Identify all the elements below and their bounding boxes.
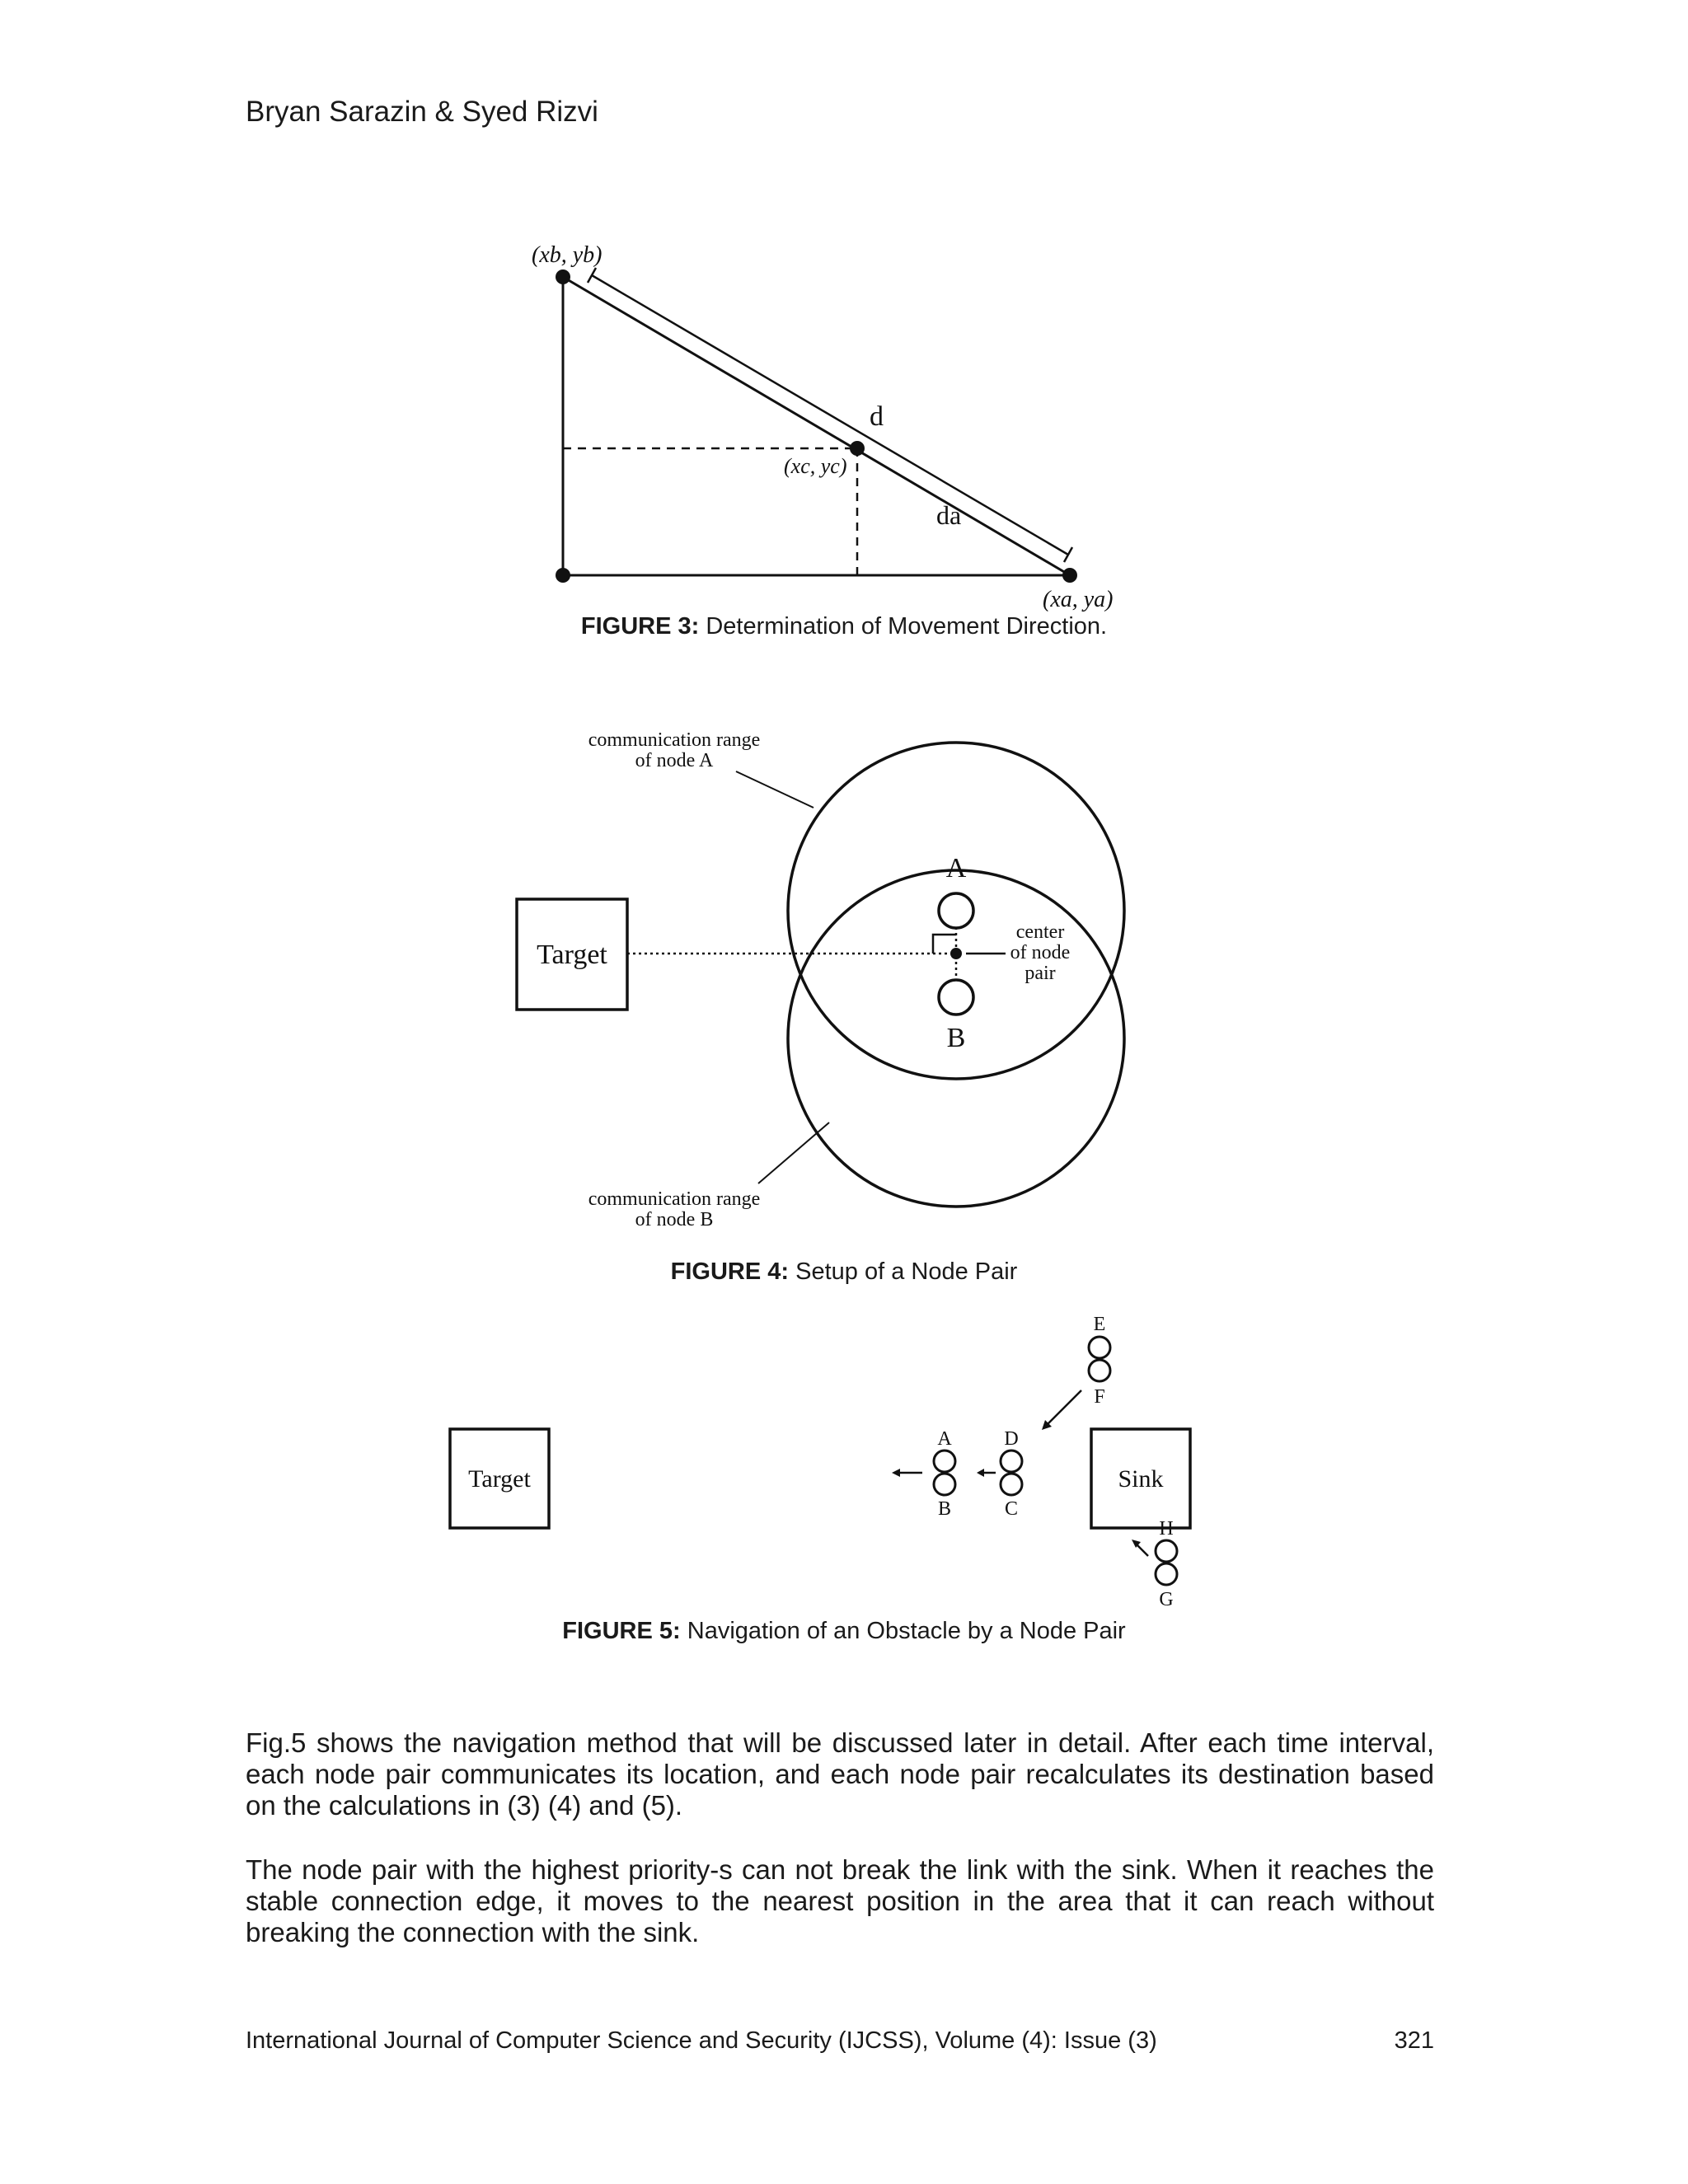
point-b <box>556 269 570 284</box>
distance-marker-tick-start <box>588 268 596 283</box>
label-d: d <box>870 401 884 432</box>
figure-5-diagram <box>0 1310 1688 1632</box>
figure-3-diagram <box>0 231 1688 618</box>
range-b-label-line2: of node B <box>635 1209 714 1230</box>
node-c-fig5 <box>1001 1474 1022 1495</box>
point-corner <box>556 568 570 583</box>
center-label-line3: pair <box>1025 963 1056 984</box>
node-d-fig5 <box>1001 1451 1022 1472</box>
figure-5-caption-text: Navigation of an Obstacle by a Node Pair <box>687 1618 1126 1644</box>
node-b-fig5 <box>934 1474 955 1495</box>
range-a-pointer <box>736 771 814 808</box>
node-c-label-fig5: C <box>1004 1498 1019 1520</box>
figure-4-caption <box>0 1258 1688 1286</box>
point-a <box>1062 568 1077 583</box>
distance-marker-d <box>592 275 1068 555</box>
node-b-label: B <box>946 1023 966 1053</box>
node-b <box>939 980 973 1015</box>
target-label-fig5: Target <box>468 1465 531 1493</box>
body-paragraph-1: Fig.5 shows the navigation method that will be discussed later in detail. After each time interval, each node pair communicates its location, and each node pair recalculates its destination based on the calculations in (3) (4) and (5). <box>246 1727 1434 1821</box>
label-da: da <box>936 500 962 530</box>
range-a-label-line1: communication range <box>588 729 761 751</box>
sink-label: Sink <box>1118 1465 1164 1493</box>
node-d-label-fig5: D <box>1004 1428 1019 1450</box>
figure-3-caption-text: Determination of Movement Direction. <box>706 613 1108 640</box>
figure-5-caption-label: FIGURE 5: <box>562 1618 681 1644</box>
figure-4-diagram <box>0 709 1688 1253</box>
arrow-ef-shaft <box>1047 1390 1081 1425</box>
target-label: Target <box>537 940 607 970</box>
page-number: 321 <box>1394 2027 1434 2054</box>
center-label-line1: center <box>1015 921 1065 943</box>
label-point-a: (xa, ya) <box>1043 587 1114 612</box>
node-b-label-fig5: B <box>937 1498 952 1520</box>
center-point <box>950 948 962 959</box>
figure-3-caption-label: FIGURE 3: <box>580 613 700 640</box>
point-c <box>850 441 865 456</box>
node-h-fig5 <box>1156 1540 1177 1562</box>
arrow-ab-head <box>892 1469 900 1477</box>
node-a-fig5 <box>934 1451 955 1472</box>
node-h-label-fig5: H <box>1159 1518 1174 1540</box>
body-paragraph-2: The node pair with the highest priority-s can not break the link with the sink. When it reaches the stable connection edge, it moves to the nearest position in the area that it can reach without breaking the connection with the sink. <box>246 1854 1434 1947</box>
figure-3 <box>0 231 1688 618</box>
node-e-fig5 <box>1089 1337 1110 1358</box>
figure-4 <box>0 709 1688 1253</box>
node-g-fig5 <box>1156 1563 1177 1585</box>
node-a <box>939 893 973 928</box>
distance-marker-tick-end <box>1064 547 1072 562</box>
running-footer <box>246 2027 1434 2055</box>
node-f-label-fig5: F <box>1094 1386 1105 1408</box>
figure-5-caption <box>0 1618 1688 1645</box>
node-a-label-fig5: A <box>937 1428 952 1450</box>
node-g-label-fig5: G <box>1159 1589 1174 1610</box>
figure-4-caption-label: FIGURE 4: <box>670 1258 790 1285</box>
range-b-pointer <box>758 1122 829 1183</box>
running-header: Bryan Sarazin & Syed Rizvi <box>246 96 598 128</box>
node-a-label: A <box>945 853 967 883</box>
figure-4-caption-text: Setup of a Node Pair <box>795 1258 1018 1285</box>
arrow-dc-head <box>977 1469 984 1477</box>
footer-journal: International Journal of Computer Science and Security (IJCSS), Volume (4): Issue (3) <box>246 2027 1157 2054</box>
center-label-line2: of node <box>1010 942 1071 963</box>
node-e-label-fig5: E <box>1093 1314 1106 1335</box>
figure-3-caption <box>0 613 1688 640</box>
node-f-fig5 <box>1089 1360 1110 1381</box>
range-b-label-line1: communication range <box>588 1188 761 1210</box>
label-point-b: (xb, yb) <box>532 242 603 268</box>
range-a-label-line2: of node A <box>635 750 714 771</box>
figure-5 <box>0 1310 1688 1632</box>
triangle-hypotenuse <box>563 277 1070 575</box>
label-point-c: (xc, yc) <box>784 454 847 478</box>
